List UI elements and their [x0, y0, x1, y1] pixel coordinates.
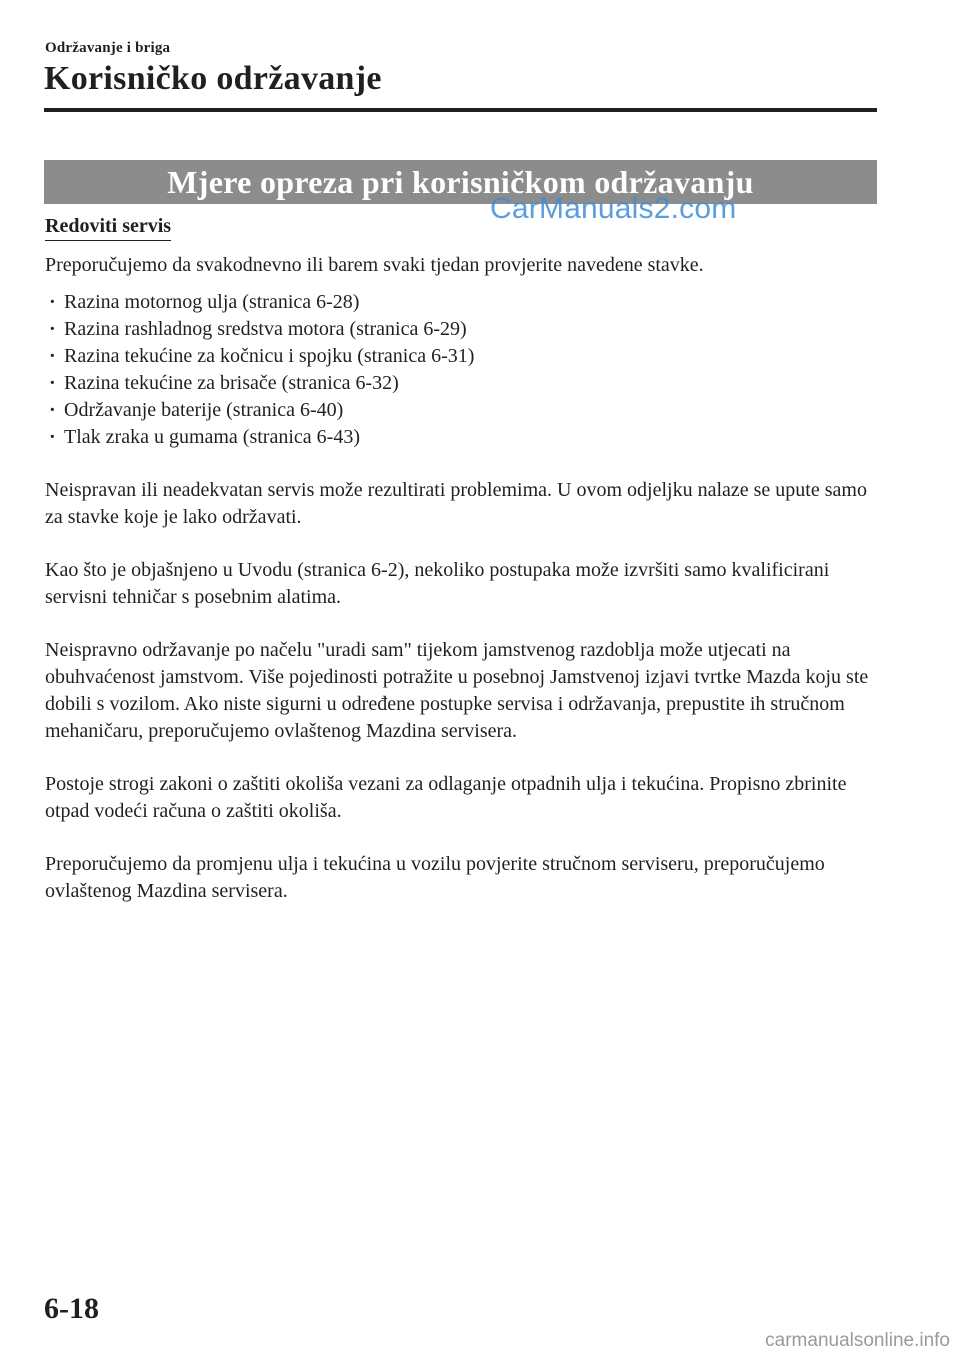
list-item: · Razina tekućine za kočnicu i spojku (stranica 6-31)	[45, 343, 880, 370]
body-paragraph: Neispravno održavanje po načelu "uradi sam" tijekom jamstvenog razdoblja može utjecati na obuhvaćenost jamstvom. Više pojedinosti potražite u posebnoj Jamstvenoj izjavi tvrtke Mazda koju ste dobili s vozilom. Ako niste sigurni u određene postupke servisa i održavanja, prepustite ih stručnom mehaničaru, preporučujemo ovlaštenog Mazdina servisera.	[45, 639, 869, 742]
body-paragraph: Postoje strogi zakoni o zaštiti okoliša vezani za odlaganje otpadnih ulja i tekućina. Propisno zbrinite otpad vodeći računa o zaštiti okoliša.	[45, 773, 847, 822]
section-banner: Mjere opreza pri korisničkom održavanju	[44, 160, 877, 204]
list-item: · Tlak zraka u gumama (stranica 6-43)	[45, 424, 880, 451]
body-paragraph: Preporučujemo da promjenu ulja i tekućina u vozilu povjerite stručnom serviseru, preporučujemo ovlaštenog Mazdina servisera.	[45, 853, 825, 902]
list-item: · Razina rashladnog sredstva motora (stranica 6-29)	[45, 316, 880, 343]
list-item: · Razina motornog ulja (stranica 6-28)	[45, 289, 880, 316]
watermark: CarManuals2.com	[490, 192, 737, 225]
footer-site-link[interactable]: carmanualsonline.info	[765, 1330, 950, 1351]
intro-paragraph: Preporučujemo da svakodnevno ili barem svaki tjedan provjerite navedene stavke.	[45, 254, 704, 276]
title-divider	[44, 108, 877, 112]
list-item: · Održavanje baterije (stranica 6-40)	[45, 397, 880, 424]
body-paragraph: Kao što je objašnjeno u Uvodu (stranica 6-2), nekoliko postupaka može izvršiti samo kvalificirani servisni tehničar s posebnim alatima.	[45, 559, 830, 608]
section-subheading: Redoviti servis	[45, 215, 171, 241]
page-title: Korisničko održavanje	[44, 60, 382, 97]
page-number: 6-18	[44, 1292, 99, 1325]
breadcrumb: Održavanje i briga	[45, 40, 171, 56]
content-body	[45, 252, 880, 931]
body-paragraph: Neispravan ili neadekvatan servis može rezultirati problemima. U ovom odjeljku nalaze se upute samo za stavke koje je lako održavati.	[45, 479, 867, 528]
check-list	[45, 289, 880, 451]
list-item: · Razina tekućine za brisače (stranica 6-32)	[45, 370, 880, 397]
